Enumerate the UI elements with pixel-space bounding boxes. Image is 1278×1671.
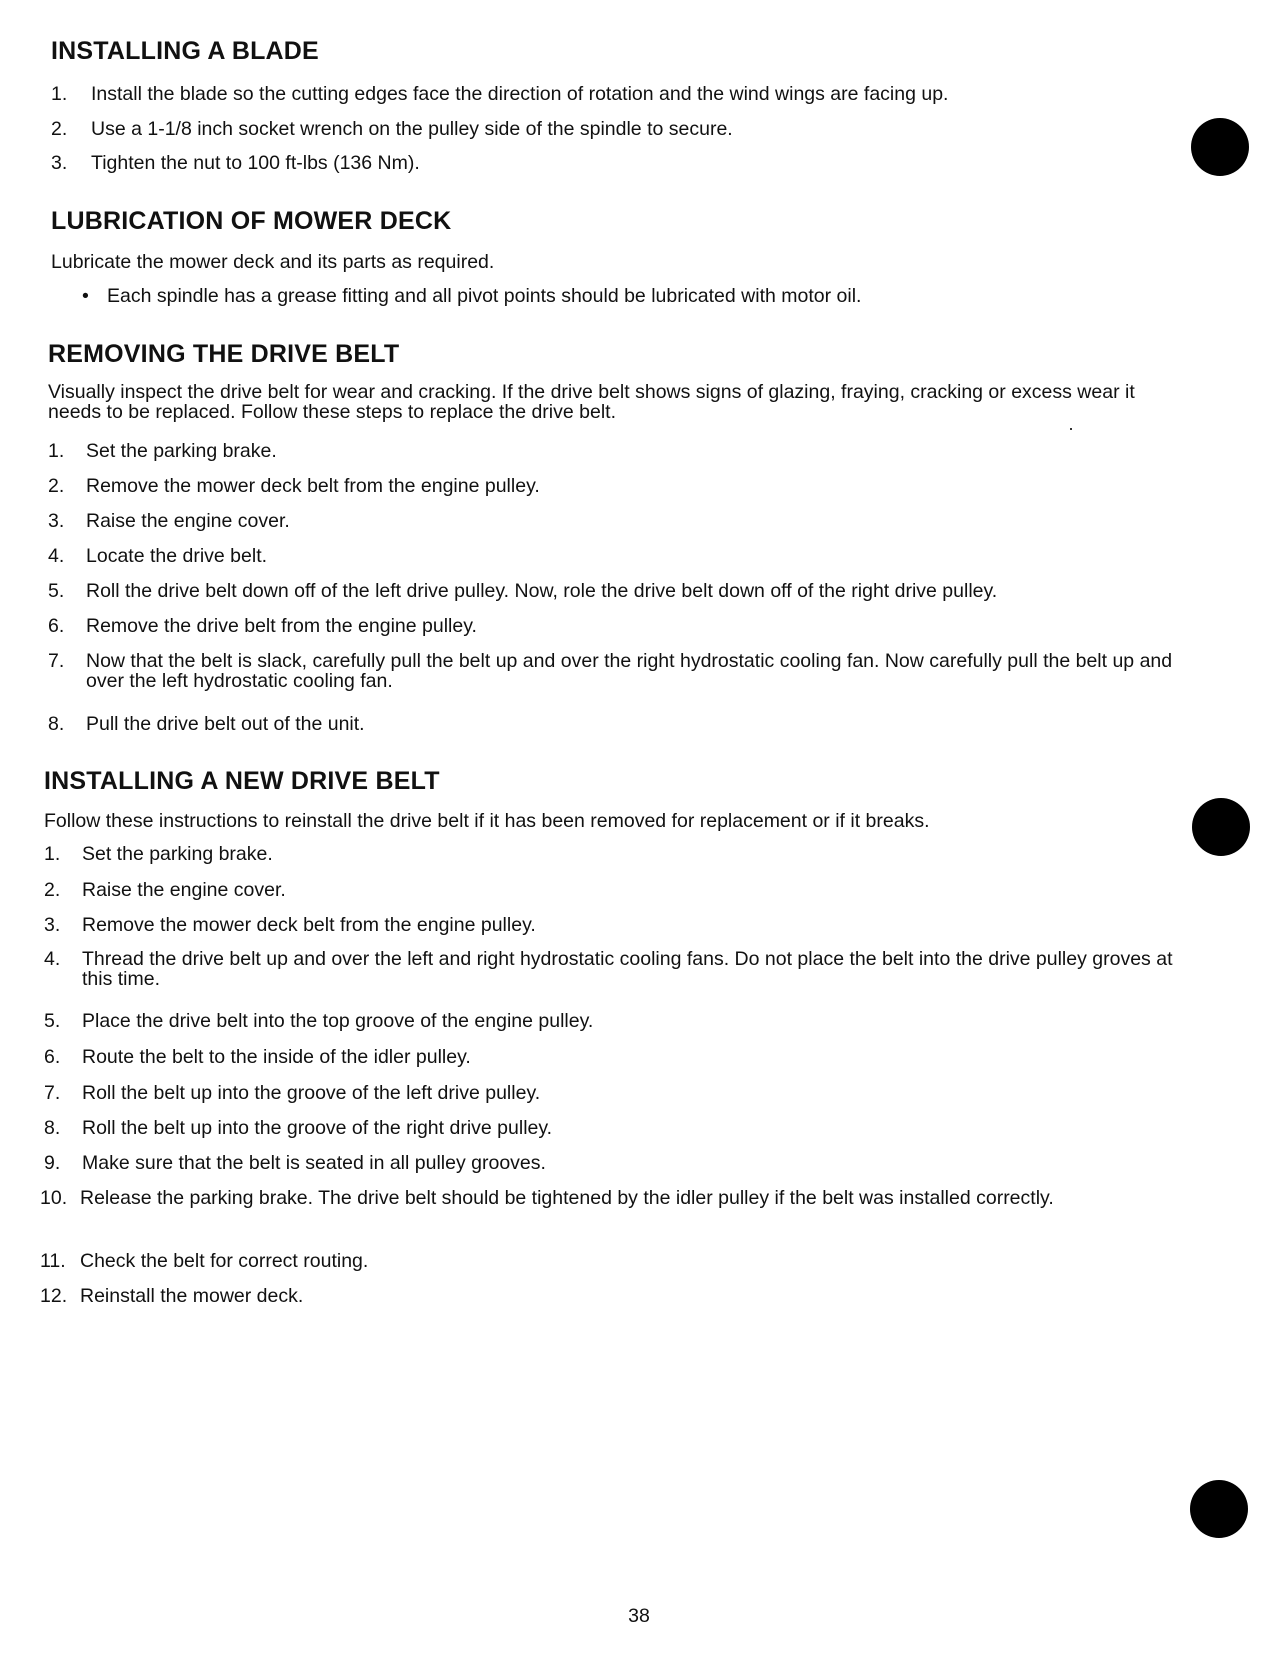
step-number: 7. (44, 1082, 61, 1104)
step-text: Remove the drive belt from the engine pulley. (86, 615, 477, 637)
bullet-icon: • (82, 285, 89, 307)
step-number: 9. (44, 1152, 61, 1174)
section-heading-removing-drive-belt: REMOVING THE DRIVE BELT (48, 340, 400, 368)
section-intro: Lubricate the mower deck and its parts as required. (51, 251, 495, 273)
step-text: Use a 1-1/8 inch socket wrench on the pulley side of the spindle to secure. (91, 118, 733, 140)
page-number: 38 (628, 1605, 650, 1627)
section-heading-installing-new-drive-belt: INSTALLING A NEW DRIVE BELT (44, 767, 440, 795)
step-text: Roll the belt up into the groove of the right drive pulley. (82, 1117, 553, 1139)
list-item (44, 1010, 1184, 1032)
list-item (44, 949, 1184, 989)
step-text: Remove the mower deck belt from the engine pulley. (82, 914, 536, 936)
step-number: 6. (48, 615, 65, 637)
list-item (44, 1082, 1184, 1104)
step-number: 4. (48, 545, 65, 567)
binder-hole-top (1191, 118, 1249, 176)
step-text: Release the parking brake. The drive belt should be tightened by the idler pulley if the belt was installed correctly. (80, 1187, 1054, 1209)
step-text: Raise the engine cover. (82, 879, 286, 901)
list-item (51, 152, 1151, 174)
section-intro: Follow these instructions to reinstall the drive belt if it has been removed for replacement or if it breaks. (44, 810, 930, 832)
step-text: Check the belt for correct routing. (80, 1250, 369, 1272)
section-heading-lubrication: LUBRICATION OF MOWER DECK (51, 207, 452, 235)
step-number: 1. (44, 843, 61, 865)
list-item (48, 651, 1188, 691)
speck-mark (1070, 428, 1072, 430)
list-item (40, 1250, 1184, 1272)
step-text: Tighten the nut to 100 ft-lbs (136 Nm). (91, 152, 420, 174)
step-text: Thread the drive belt up and over the left and right hydrostatic cooling fans. Do not place the belt into the drive pulley groves at this time. (82, 948, 1173, 990)
step-number: 3. (51, 152, 68, 174)
list-item (48, 580, 1188, 602)
step-number: 10. (40, 1187, 68, 1209)
binder-hole-bottom (1190, 1480, 1248, 1538)
step-number: 5. (48, 580, 65, 602)
list-item (48, 440, 1188, 462)
step-number: 3. (48, 510, 65, 532)
step-number: 8. (44, 1117, 61, 1139)
list-item (51, 83, 1151, 105)
step-text: Now that the belt is slack, carefully pull the belt up and over the right hydrostatic cooling fan. Now carefully pull the belt up and over the left hydrostatic cooling fan. (86, 650, 1173, 692)
list-item (40, 1285, 1184, 1307)
list-item (48, 545, 1188, 567)
step-number: 3. (44, 914, 61, 936)
step-text: Make sure that the belt is seated in all pulley grooves. (82, 1152, 546, 1174)
step-number: 7. (48, 650, 65, 672)
list-item (48, 510, 1188, 532)
list-item (51, 118, 1151, 140)
step-number: 8. (48, 713, 65, 735)
list-item (44, 843, 1184, 865)
step-number: 1. (51, 83, 68, 105)
step-number: 4. (44, 948, 61, 970)
step-text: Place the drive belt into the top groove of the engine pulley. (82, 1010, 594, 1032)
step-text: Pull the drive belt out of the unit. (86, 713, 365, 735)
section-heading-installing-blade: INSTALLING A BLADE (51, 37, 319, 65)
step-number: 11. (40, 1250, 66, 1272)
list-item (48, 615, 1188, 637)
list-item (48, 475, 1188, 497)
list-item (48, 713, 1188, 735)
step-text: Roll the belt up into the groove of the left drive pulley. (82, 1082, 541, 1104)
list-item (44, 1117, 1184, 1139)
step-text: Set the parking brake. (82, 843, 273, 865)
step-text: Route the belt to the inside of the idler pulley. (82, 1046, 471, 1068)
step-number: 5. (44, 1010, 61, 1032)
section-intro: Visually inspect the drive belt for wear and cracking. If the drive belt shows signs of glazing, fraying, cracking or excess wear it needs to be replaced. Follow these steps to replace the drive belt. (48, 381, 1135, 423)
step-number: 6. (44, 1046, 61, 1068)
step-text: Remove the mower deck belt from the engine pulley. (86, 475, 540, 497)
step-text: Set the parking brake. (86, 440, 277, 462)
step-text: Raise the engine cover. (86, 510, 290, 532)
step-text: Install the blade so the cutting edges face the direction of rotation and the wind wings are facing up. (91, 83, 949, 105)
step-number: 2. (44, 879, 61, 901)
list-item (40, 1188, 1184, 1208)
list-item (44, 879, 1184, 901)
step-number: 2. (51, 118, 68, 140)
list-item (44, 1046, 1184, 1068)
bullet-item (82, 285, 1142, 307)
list-item (44, 1152, 1184, 1174)
step-number: 12. (40, 1285, 68, 1307)
step-number: 2. (48, 475, 65, 497)
step-text: Reinstall the mower deck. (80, 1285, 304, 1307)
binder-hole-middle (1192, 798, 1250, 856)
bullet-text: Each spindle has a grease fitting and all pivot points should be lubricated with motor oil. (107, 285, 862, 307)
step-text: Roll the drive belt down off of the left drive pulley. Now, role the drive belt down off of the right drive pulley. (86, 580, 998, 602)
list-item (44, 914, 1184, 936)
step-number: 1. (48, 440, 65, 462)
step-text: Locate the drive belt. (86, 545, 268, 567)
